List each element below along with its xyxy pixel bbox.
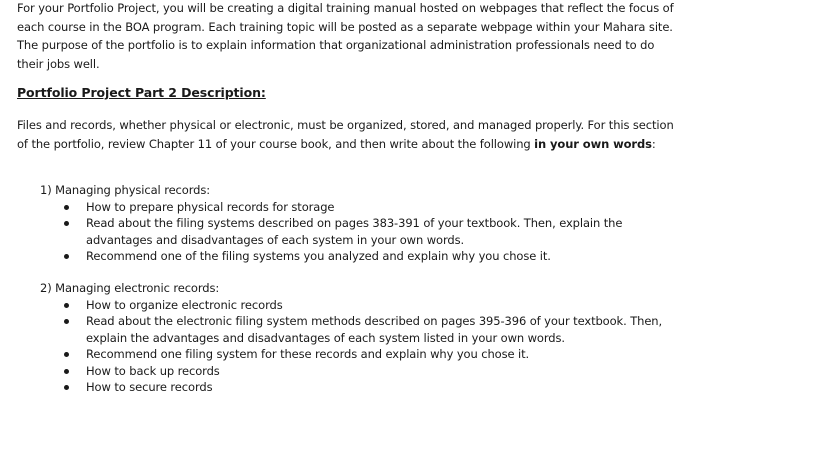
list-item [40,199,680,216]
bullet-list [40,199,680,265]
description-paragraph [17,116,677,153]
intro-paragraph: For your Portfolio Project, you will be creating a digital training manual hosted on webpages that reflect the focus of each course in the BOA program. Each training topic will be posted as a separate webpage within your Mahara site. The purpose of the portfolio is to explain information that organizational administration professionals need to do their jobs well. [17,1,674,71]
list-item-text: Recommend one filing system for these records and explain why you chose it. [86,347,530,361]
list-item [40,215,680,248]
bullet-icon [64,352,69,357]
list-item [40,363,680,380]
list-item-text: How to back up records [86,363,220,378]
list-item-text: Read about the filing systems described on pages 383-391 of your textbook. Then, explain the advantages and disadvantages of each system in your own words. [86,216,623,247]
bullet-icon [64,254,69,259]
list-item-text: How to organize electronic records [86,297,283,312]
list-item-text: Recommend one of the filing systems you analyzed and explain why you chose it. [86,249,551,263]
bullet-list [40,297,680,396]
section-heading: Portfolio Project Part 2 Description: [17,85,266,100]
list-item-text: Read about the electronic filing system methods described on pages 395-396 of your textbook. Then, explain the advantages and disadvantages of each system listed in your own words. [86,314,663,345]
description-emphasis: in your own words [534,136,652,151]
bullet-icon [64,369,69,374]
description-end: : [651,136,656,151]
list-item [40,346,680,363]
bullet-icon [64,205,69,210]
bullet-icon [64,221,69,226]
section-title: 2) Managing electronic records: [40,281,220,295]
bullet-icon [64,319,69,324]
list-item-text: How to prepare physical records for storage [86,199,335,214]
list-item [40,379,680,396]
list-item [40,248,680,265]
section-title: 1) Managing physical records: [40,183,211,197]
bullet-icon [64,303,69,308]
section-electronic-records [40,280,680,396]
section-physical-records [40,182,680,265]
list-item [40,297,680,314]
description-text: Files and records, whether physical or electronic, must be organized, stored, and managed properly. For this section of the portfolio, review Chapter 11 of your course book, and then write about the following [17,118,674,151]
list-item-text: How to secure records [86,380,213,394]
list-item [40,313,680,346]
bullet-icon [64,385,69,390]
